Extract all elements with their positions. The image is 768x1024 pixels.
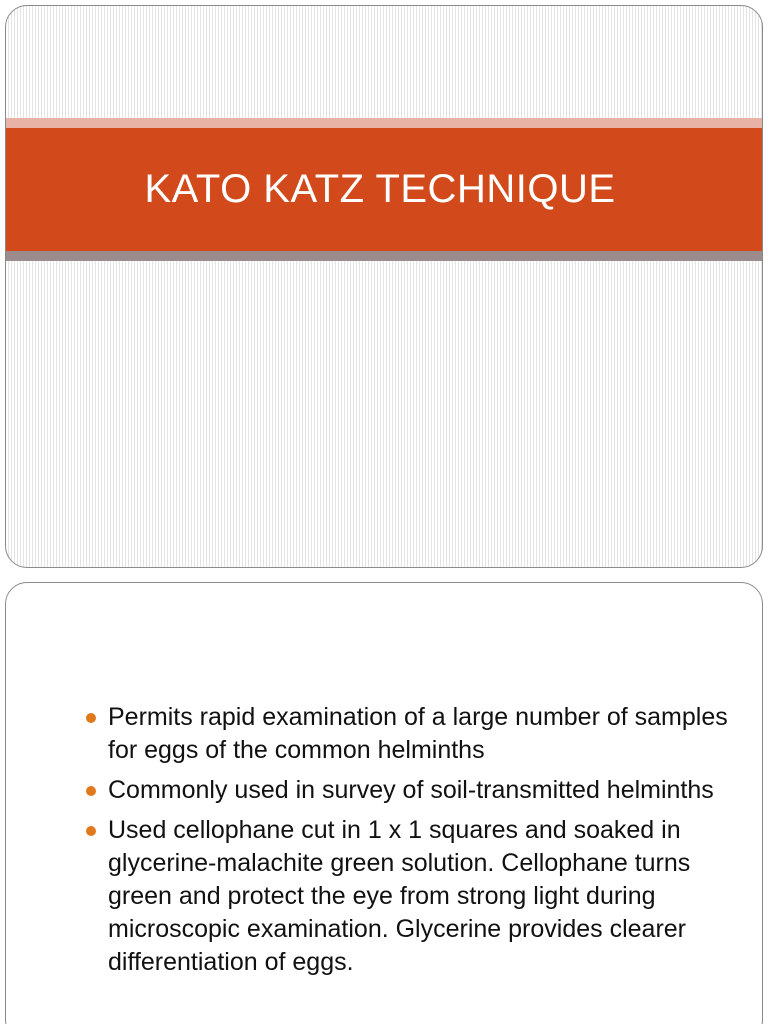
title-band-bottom-stripe [6, 251, 762, 261]
bullet-text: Used cellophane cut in 1 x 1 squares and soaked in glycerine-malachite green solution. Cellophane turns green and protect the eye from strong light during microscopic examination. Glycerine provides clearer differentiation of eggs. [108, 816, 691, 976]
bullet-item [82, 774, 742, 807]
title-band-top-stripe [6, 118, 762, 128]
bullet-text: Commonly used in survey of soil-transmitted helminths [108, 776, 714, 804]
bullet-icon [86, 826, 96, 836]
bullet-icon [86, 713, 96, 723]
title-slide [5, 5, 763, 568]
bullet-icon [86, 786, 96, 796]
bullet-item [82, 701, 742, 767]
bullet-list [82, 701, 742, 986]
title-band [6, 128, 762, 251]
bullet-item [82, 814, 742, 979]
content-slide [5, 582, 763, 1024]
slide-title: KATO KATZ TECHNIQUE [144, 167, 616, 211]
bullet-text: Permits rapid examination of a large number of samples for eggs of the common helminths [108, 703, 728, 764]
